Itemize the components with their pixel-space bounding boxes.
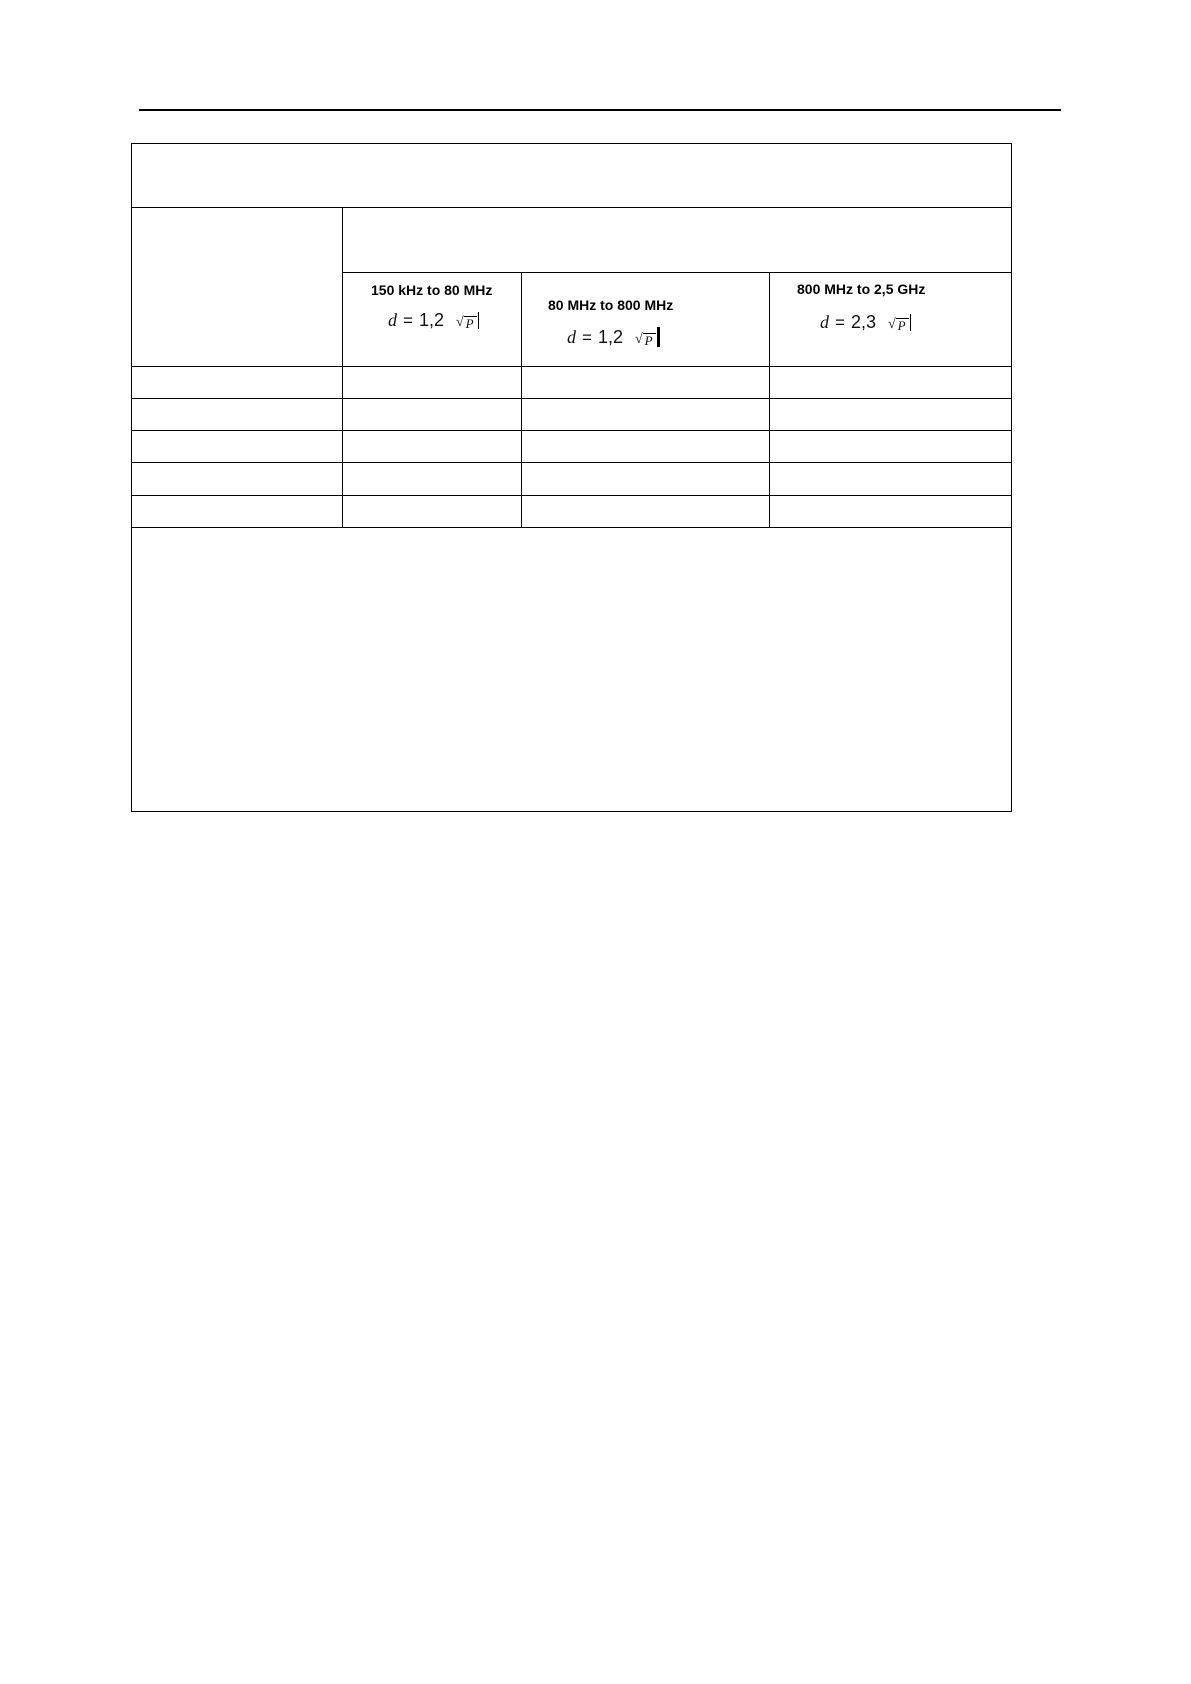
formula-equals: = <box>582 327 592 347</box>
band-label: 80 MHz to 800 MHz <box>548 296 674 313</box>
text-cursor <box>657 327 660 347</box>
radical-symbol: √ <box>455 314 464 330</box>
table-cell <box>132 495 343 527</box>
table-cell <box>770 463 1012 495</box>
table-cell <box>343 366 522 398</box>
text-cursor <box>478 312 479 329</box>
distance-formula <box>567 327 660 348</box>
formula-radicand: P <box>464 316 477 331</box>
table-cell <box>132 399 343 431</box>
table-cell <box>343 399 522 431</box>
band-header-3 <box>770 272 1012 366</box>
table-cell <box>522 495 770 527</box>
table-cell <box>770 399 1012 431</box>
radical-symbol: √ <box>634 331 643 347</box>
header-rule <box>139 109 1061 111</box>
table-row <box>132 495 1012 527</box>
table-cell <box>343 463 522 495</box>
band-header-1 <box>343 272 522 366</box>
table-cell <box>770 431 1012 463</box>
table-cell <box>343 495 522 527</box>
formula-coefficient: 1,2 <box>597 326 623 347</box>
formula-equals: = <box>403 310 413 330</box>
formula-coefficient: 1,2 <box>418 309 444 330</box>
row-header-cell <box>132 208 343 367</box>
table-cell <box>132 366 343 398</box>
table-row <box>132 431 1012 463</box>
band-header-2 <box>522 272 770 366</box>
square-root-icon <box>635 333 656 348</box>
formula-variable: d <box>567 326 576 347</box>
table-notes <box>132 527 1012 811</box>
formula-equals: = <box>835 312 845 332</box>
distance-formula <box>820 312 911 333</box>
table-cell <box>770 495 1012 527</box>
table-cell <box>343 431 522 463</box>
table-cell <box>770 366 1012 398</box>
table-title <box>132 144 1012 208</box>
table-cell <box>522 366 770 398</box>
table-cell <box>522 463 770 495</box>
formula-variable: d <box>820 311 829 332</box>
formula-radicand: P <box>896 318 909 333</box>
formula-radicand: P <box>643 333 656 348</box>
table-cell <box>522 399 770 431</box>
formula-coefficient: 2,3 <box>850 311 876 332</box>
separation-distance-table <box>131 143 1012 812</box>
square-root-icon <box>456 316 477 331</box>
band-label: 150 kHz to 80 MHz <box>371 281 493 298</box>
text-cursor <box>910 314 911 331</box>
square-root-icon <box>888 318 909 333</box>
radical-symbol: √ <box>887 316 896 332</box>
formula-variable: d <box>388 309 397 330</box>
band-label: 800 MHz to 2,5 GHz <box>797 280 926 297</box>
table-cell <box>522 431 770 463</box>
table-cell <box>132 463 343 495</box>
table-row <box>132 399 1012 431</box>
table-row <box>132 366 1012 398</box>
table-row <box>132 463 1012 495</box>
distance-formula <box>388 310 479 331</box>
table-cell <box>132 431 343 463</box>
group-header <box>343 208 1012 272</box>
